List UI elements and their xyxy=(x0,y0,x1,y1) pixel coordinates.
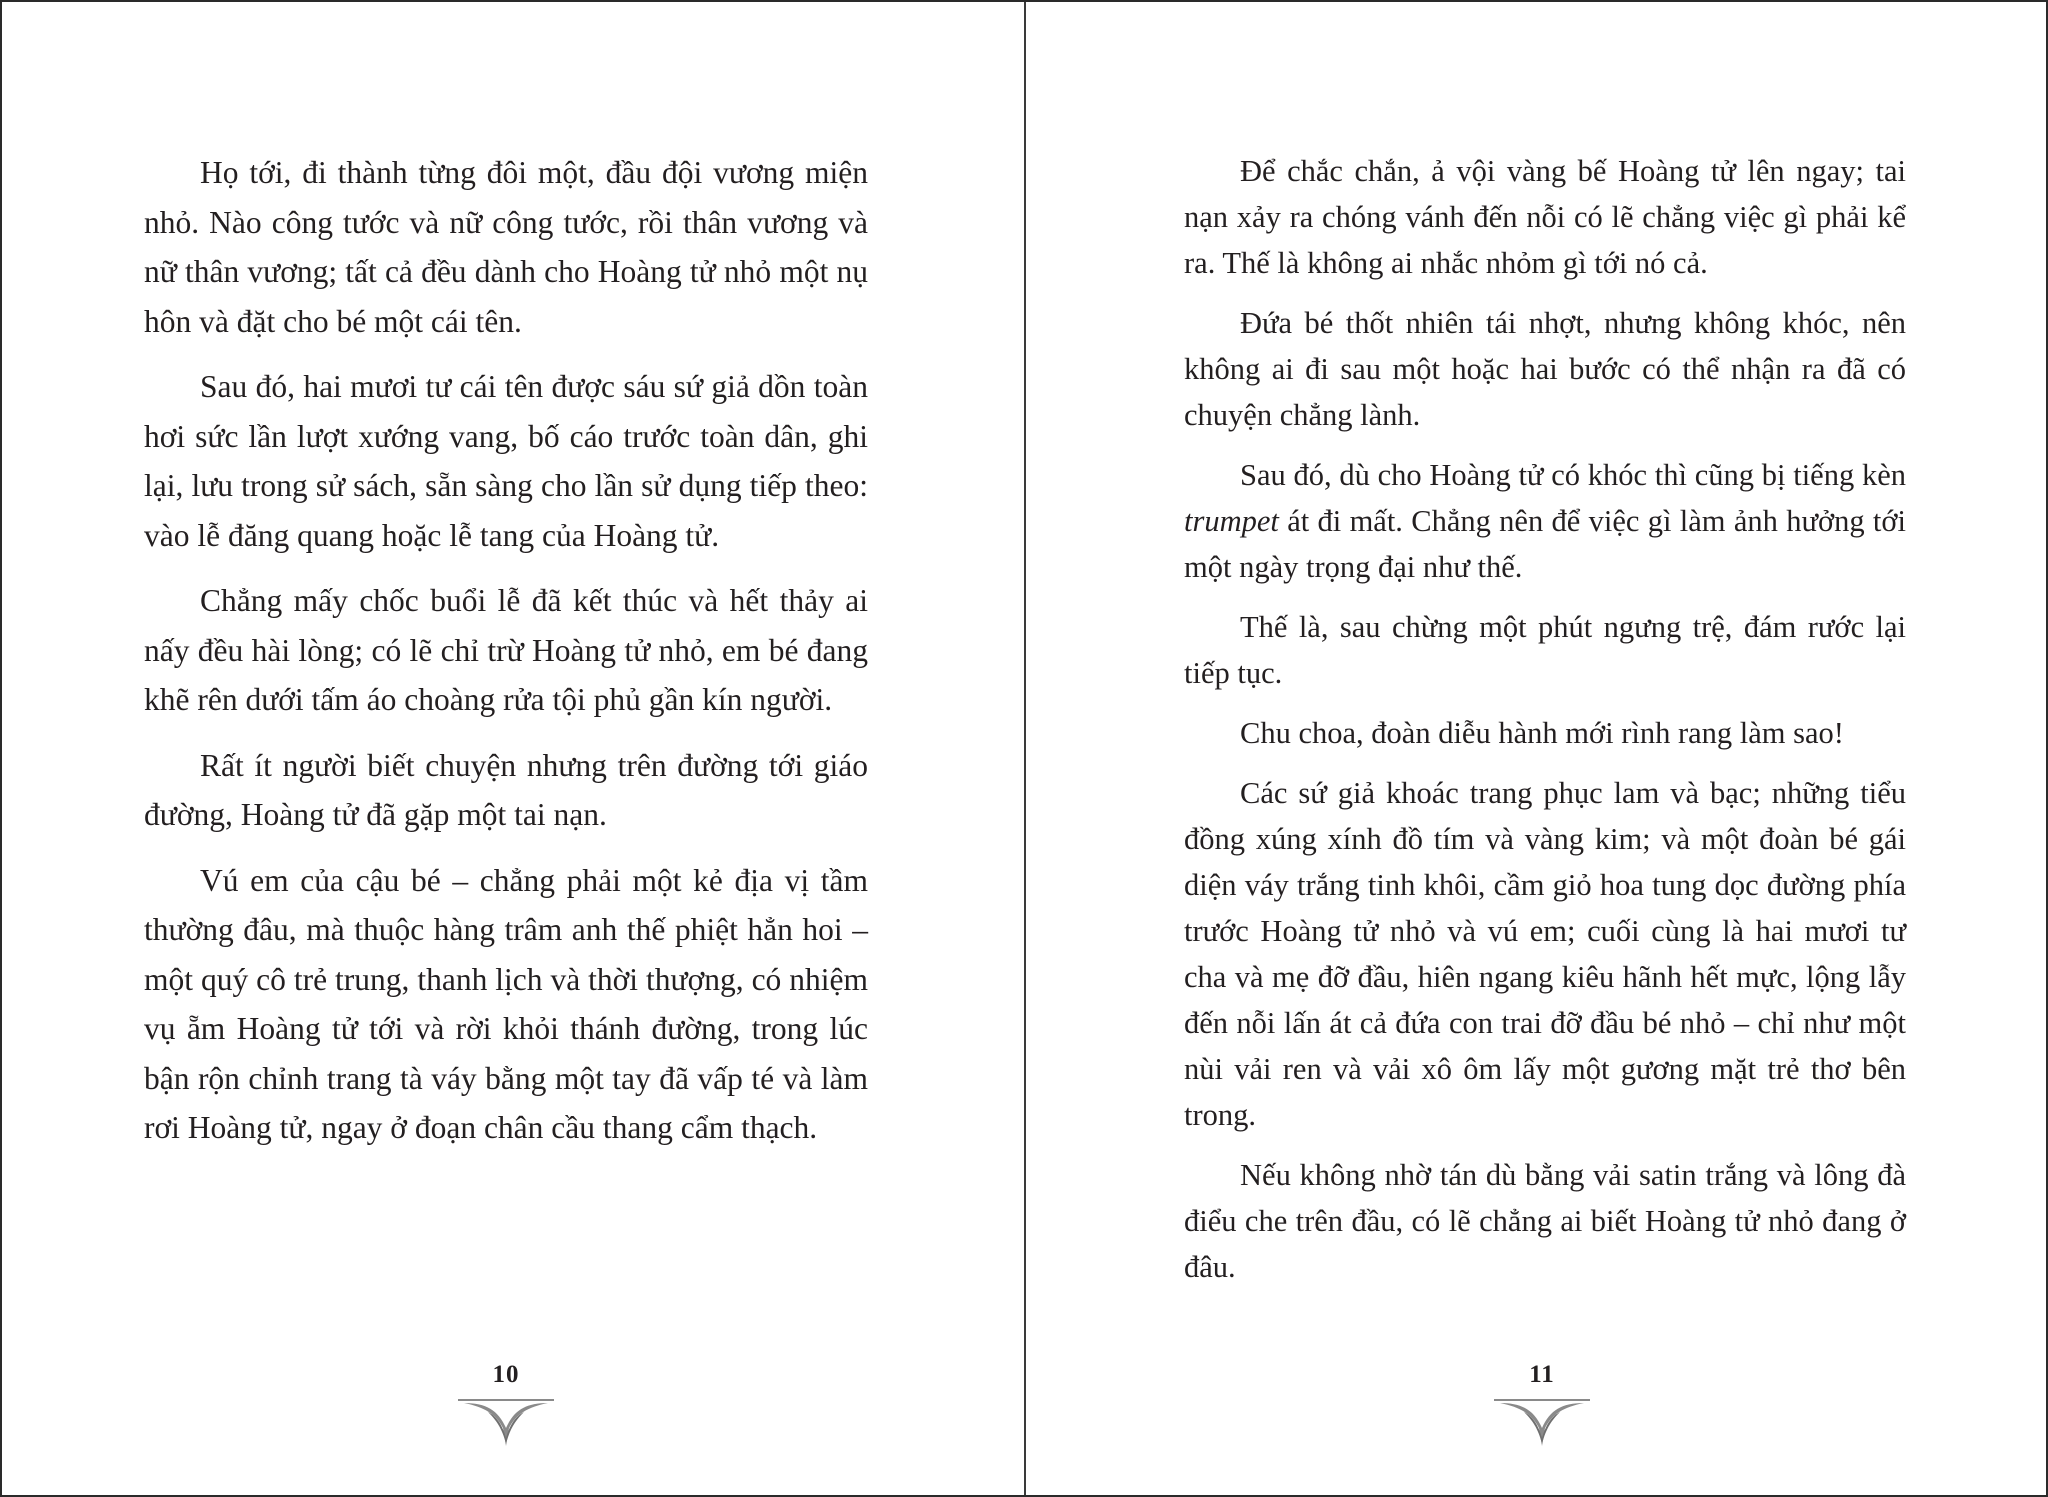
italic-word: trumpet xyxy=(1184,504,1279,538)
paragraph: Thế là, sau chừng một phút ngưng trệ, đám rước lại tiếp tục. xyxy=(1184,610,1906,690)
paragraph: Để chắc chắn, ả vội vàng bế Hoàng tử lên ngay; tai nạn xảy ra chóng vánh đến nỗi có lẽ chẳng việc gì phải kể ra. Thế là không ai nhắc nhỏm gì tới nó cả. xyxy=(1184,154,1906,280)
paragraph: Sau đó, hai mươi tư cái tên được sáu sứ giả dồn toàn hơi sức lần lượt xướng vang, bố cáo trước toàn dân, ghi lại, lưu trong sử sách, sẵn sàng cho lần sử dụng tiếp theo: vào lễ đăng quang hoặc lễ tang của Hoàng tử. xyxy=(144,369,868,553)
right-page xyxy=(1026,2,2048,1495)
page-number-right: 11 xyxy=(1529,1361,1555,1388)
paragraph: Rất ít người biết chuyện nhưng trên đường tới giáo đường, Hoàng tử đã gặp một tai nạn. xyxy=(144,747,868,832)
text-run: Sau đó, dù cho Hoàng tử có khóc thì cũng bị tiếng kèn xyxy=(1240,458,1906,492)
fleuron-ornament-icon xyxy=(1494,1394,1590,1452)
paragraph: Vú em của cậu bé – chẳng phải một kẻ địa vị tầm thường đâu, mà thuộc hàng trâm anh thế phiệt hẳn hoi – một quý cô trẻ trung, thanh lịch và thời thượng, có nhiệm vụ ẵm Hoàng tử tới và rời khỏi thánh đường, trong lúc bận rộn chỉnh trang tà váy bằng một tay đã vấp té và làm rơi Hoàng tử, ngay ở đoạn chân cầu thang cẩm thạch. xyxy=(144,862,868,1145)
paragraph: Đứa bé thốt nhiên tái nhợt, nhưng không khóc, nên không ai đi sau một hoặc hai bước có thể nhận ra đã có chuyện chẳng lành. xyxy=(1184,306,1906,432)
left-page xyxy=(2,2,1024,1495)
paragraph: Các sứ giả khoác trang phục lam và bạc; những tiểu đồng xúng xính đồ tím và vàng kim; và một đoàn bé gái diện váy trắng tinh khôi, cầm giỏ hoa tung dọc đường phía trước Hoàng tử nhỏ và vú em; cuối cùng là hai mươi tư cha và mẹ đỡ đầu, hiên ngang kiêu hãnh hết mực, lộng lẫy đến nỗi lấn át cả đứa con trai đỡ đầu bé nhỏ – chỉ như một nùi vải ren và vải xô ôm lấy một gương mặt trẻ thơ bên trong. xyxy=(1184,776,1906,1132)
paragraph: Nếu không nhờ tán dù bằng vải satin trắng và lông đà điểu che trên đầu, có lẽ chẳng ai biết Hoàng tử nhỏ đang ở đâu. xyxy=(1184,1158,1906,1284)
right-page-text xyxy=(1184,148,1906,1304)
paragraph: Chu choa, đoàn diễu hành mới rình rang làm sao! xyxy=(1240,716,1844,750)
left-folio xyxy=(446,1360,566,1452)
right-folio xyxy=(1482,1360,1602,1452)
left-page-text xyxy=(144,148,868,1153)
fleuron-ornament-icon xyxy=(458,1394,554,1452)
paragraph: Chẳng mấy chốc buổi lễ đã kết thúc và hết thảy ai nấy đều hài lòng; có lẽ chỉ trừ Hoàng tử nhỏ, em bé đang khẽ rên dưới tấm áo choàng rửa tội phủ gần kín người. xyxy=(144,583,868,717)
text-run: át đi mất. Chẳng nên để việc gì làm ảnh hưởng tới một ngày trọng đại như thế. xyxy=(1184,504,1906,584)
paragraph: Họ tới, đi thành từng đôi một, đầu đội vương miện nhỏ. Nào công tước và nữ công tước, rồi thân vương và nữ thân vương; tất cả đều dành cho Hoàng tử nhỏ một nụ hôn và đặt cho bé một cái tên. xyxy=(144,155,868,339)
paragraph-with-italic xyxy=(1184,452,1906,590)
page-number-left: 10 xyxy=(492,1361,520,1388)
